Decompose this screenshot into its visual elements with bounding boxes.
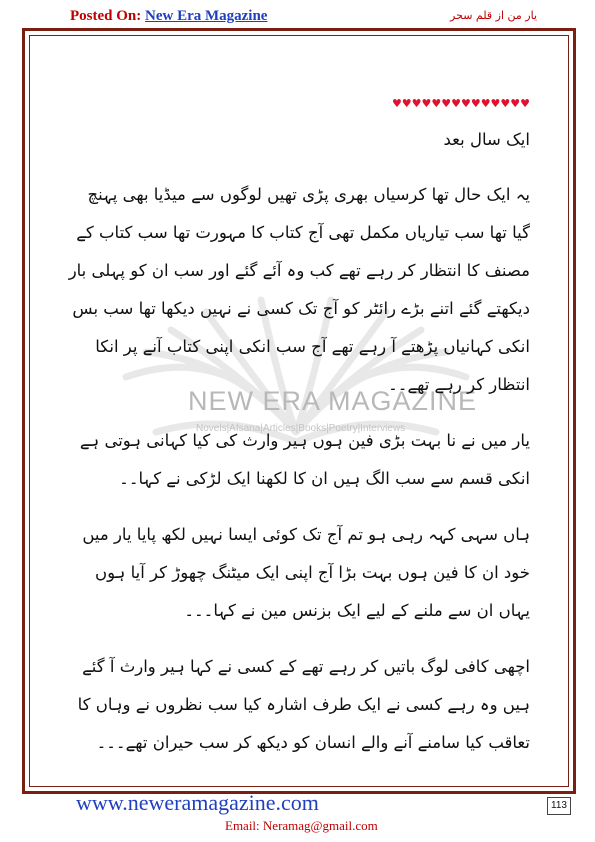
paragraph: یہ ایک حال تھا کرسیاں بھری پڑی تھیں لوگوں سے میڈیا بھی پہنچ گیا تھا سب تیاریاں مکمل تھی آج کتاب کا مہورت تھا سب کتاب کے مصنف کا انتظار کر رہے تھے کب وہ آئے گئے اور سب ان کو پہلی بار دیکھتے گئے اتنے بڑے رائٹر کو آج تک کسی نے نہیں دیکھا تھا سب بس انکی کہانیاں پڑھتے آ رہے تھے آج سب انکی اپنی کتاب آنے پر انکا انتظار کر رہے تھے۔۔ [68,185,530,394]
watermark-title: NEW ERA MAGAZINE [188,386,478,416]
author-tag: یار من از قلم سحر [450,9,537,22]
paragraph: اچھی کافی لوگ باتیں کر رہے تھے کے کسی نے کہا ہیر وارث آ گئے ہیں وہ رہے کسی نے ایک طرف اشارہ کیا سب نظروں نے وہاں کا تعاقب کیا سامنے آنے والے انسان کو دیکھ کر سب حیران تھے۔۔۔ [77,657,530,752]
magazine-link[interactable]: New Era Magazine [145,8,268,24]
header-posted-on [70,8,267,25]
page-number: 113 [547,797,571,815]
article-body [66,130,530,780]
website-link[interactable]: www.neweramagazine.com [76,790,319,815]
section-heading: ایک سال بعد [443,130,530,149]
contact-email[interactable]: Email: Neramag@gmail.com [225,818,378,833]
paragraph: یار میں نے نا بہت بڑی فین ہوں ہیر وارث کی کیا کہانی ہوتی ہے انکی قسم سے سب الگ ہیں ان کا لکھنا ایک لڑکی نے کہا۔۔ [79,431,530,488]
hearts-divider: ♥♥♥♥♥♥♥♥♥♥♥♥♥♥ [391,97,530,110]
watermark-subtitle: Novels|Afsana|Articles|Books|Poetry|Interviews [196,423,406,434]
posted-on-label: Posted On: [70,8,142,24]
paragraph: ہاں سہی کہہ رہی ہو تم آج تک کوئی ایسا نہیں لکھ پایا یار میں خود ان کا فین ہوں بہت بڑا آج اپنی ایک میٹنگ چھوڑ کر آیا ہوں یہاں ان سے ملنے کے لیے ایک بزنس مین نے کہا۔۔۔ [82,525,530,620]
